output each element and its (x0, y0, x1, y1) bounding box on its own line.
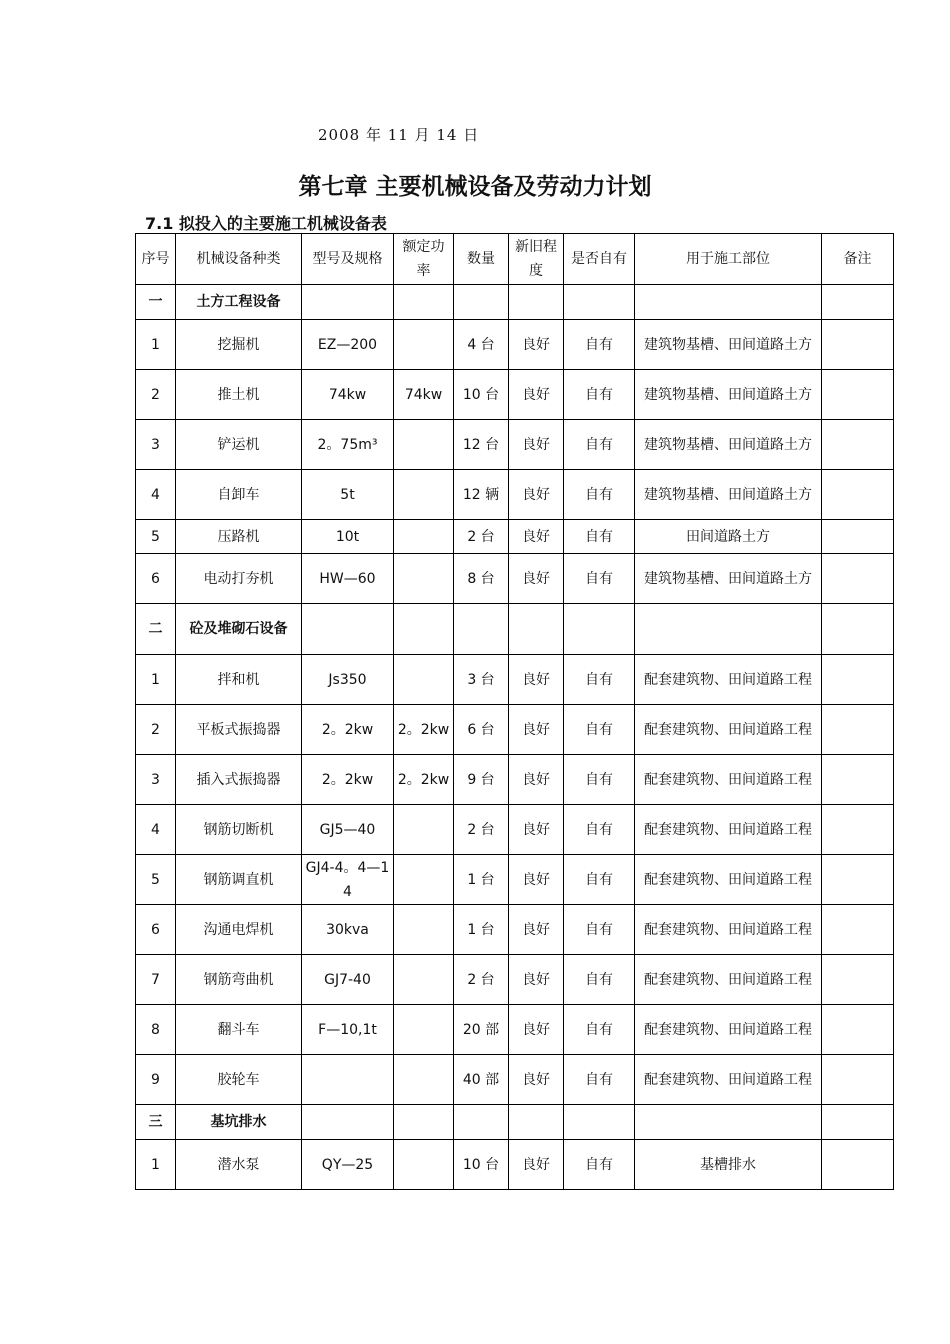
cell-power (394, 905, 454, 955)
cell-condition: 良好 (509, 955, 564, 1005)
cell-type: 铲运机 (176, 420, 302, 470)
cell-note (822, 755, 894, 805)
cell-owned: 自有 (564, 320, 635, 370)
empty-cell (509, 285, 564, 320)
empty-cell (635, 285, 822, 320)
header-usage: 用于施工部位 (635, 234, 822, 285)
empty-cell (454, 285, 509, 320)
cell-condition: 良好 (509, 755, 564, 805)
cell-type: 平板式振捣器 (176, 705, 302, 755)
cell-usage: 配套建筑物、田间道路工程 (635, 655, 822, 705)
cell-owned: 自有 (564, 905, 635, 955)
cell-power: 2。2kw (394, 705, 454, 755)
cell-usage: 建筑物基槽、田间道路土方 (635, 420, 822, 470)
category-seq: 一 (136, 285, 176, 320)
cell-power (394, 520, 454, 554)
cell-note (822, 554, 894, 604)
cell-power (394, 470, 454, 520)
cell-seq: 3 (136, 755, 176, 805)
category-seq: 三 (136, 1105, 176, 1140)
cell-model: GJ7-40 (302, 955, 394, 1005)
cell-condition: 良好 (509, 370, 564, 420)
cell-qty: 40 部 (454, 1055, 509, 1105)
cell-seq: 9 (136, 1055, 176, 1105)
table-row (136, 755, 894, 805)
cell-seq: 6 (136, 905, 176, 955)
cell-owned: 自有 (564, 554, 635, 604)
cell-usage: 建筑物基槽、田间道路土方 (635, 470, 822, 520)
cell-condition: 良好 (509, 905, 564, 955)
cell-qty: 9 台 (454, 755, 509, 805)
cell-condition: 良好 (509, 805, 564, 855)
cell-note (822, 805, 894, 855)
table-row (136, 955, 894, 1005)
cell-model: 2。2kw (302, 705, 394, 755)
header-power: 额定功率 (394, 234, 454, 285)
cell-condition: 良好 (509, 1005, 564, 1055)
table-row (136, 1005, 894, 1055)
cell-model: 2。2kw (302, 755, 394, 805)
table-row (136, 370, 894, 420)
cell-owned: 自有 (564, 705, 635, 755)
empty-cell (394, 604, 454, 655)
cell-type: 潜水泵 (176, 1140, 302, 1190)
cell-type: 压路机 (176, 520, 302, 554)
empty-cell (509, 604, 564, 655)
empty-cell (394, 285, 454, 320)
cell-note (822, 955, 894, 1005)
header-seq: 序号 (136, 234, 176, 285)
chapter-title: 第七章 主要机械设备及劳动力计划 (298, 174, 652, 200)
cell-condition: 良好 (509, 1055, 564, 1105)
cell-usage: 建筑物基槽、田间道路土方 (635, 554, 822, 604)
table-row (136, 470, 894, 520)
cell-seq: 4 (136, 805, 176, 855)
empty-cell (822, 285, 894, 320)
table-row (136, 705, 894, 755)
cell-qty: 6 台 (454, 705, 509, 755)
cell-seq: 1 (136, 655, 176, 705)
empty-cell (454, 604, 509, 655)
cell-type: 插入式振捣器 (176, 755, 302, 805)
cell-seq: 7 (136, 955, 176, 1005)
cell-seq: 1 (136, 320, 176, 370)
cell-usage: 配套建筑物、田间道路工程 (635, 955, 822, 1005)
cell-model: GJ5—40 (302, 805, 394, 855)
cell-usage: 配套建筑物、田间道路工程 (635, 805, 822, 855)
empty-cell (454, 1105, 509, 1140)
cell-note (822, 1140, 894, 1190)
cell-model: F—10,1t (302, 1005, 394, 1055)
cell-qty: 2 台 (454, 955, 509, 1005)
cell-condition: 良好 (509, 520, 564, 554)
cell-owned: 自有 (564, 955, 635, 1005)
cell-usage: 配套建筑物、田间道路工程 (635, 1055, 822, 1105)
table-row (136, 554, 894, 604)
table-row (136, 320, 894, 370)
cell-seq: 4 (136, 470, 176, 520)
document-date: 2008 年 11 月 14 日 (318, 126, 480, 144)
cell-qty: 8 台 (454, 554, 509, 604)
cell-note (822, 905, 894, 955)
cell-model: 2。75m³ (302, 420, 394, 470)
cell-note (822, 470, 894, 520)
cell-qty: 3 台 (454, 655, 509, 705)
cell-type: 钢筋弯曲机 (176, 955, 302, 1005)
table-row (136, 905, 894, 955)
category-row (136, 1105, 894, 1140)
cell-usage: 基槽排水 (635, 1140, 822, 1190)
cell-usage: 田间道路土方 (635, 520, 822, 554)
empty-cell (564, 1105, 635, 1140)
cell-seq: 3 (136, 420, 176, 470)
table-row (136, 1055, 894, 1105)
cell-model: 5t (302, 470, 394, 520)
cell-note (822, 320, 894, 370)
cell-seq: 2 (136, 705, 176, 755)
header-note: 备注 (822, 234, 894, 285)
cell-condition: 良好 (509, 470, 564, 520)
cell-qty: 1 台 (454, 855, 509, 905)
cell-qty: 20 部 (454, 1005, 509, 1055)
cell-model: QY—25 (302, 1140, 394, 1190)
empty-cell (302, 285, 394, 320)
cell-note (822, 655, 894, 705)
cell-type: 拌和机 (176, 655, 302, 705)
cell-type: 钢筋切断机 (176, 805, 302, 855)
cell-type: 胶轮车 (176, 1055, 302, 1105)
table-row (136, 855, 894, 905)
cell-model: Js350 (302, 655, 394, 705)
cell-model (302, 1055, 394, 1105)
cell-type: 自卸车 (176, 470, 302, 520)
cell-power: 2。2kw (394, 755, 454, 805)
cell-type: 沟通电焊机 (176, 905, 302, 955)
cell-seq: 8 (136, 1005, 176, 1055)
header-qty: 数量 (454, 234, 509, 285)
cell-qty: 12 辆 (454, 470, 509, 520)
cell-power (394, 1055, 454, 1105)
cell-type: 钢筋调直机 (176, 855, 302, 905)
table-row (136, 655, 894, 705)
cell-condition: 良好 (509, 855, 564, 905)
category-name: 土方工程设备 (176, 285, 302, 320)
cell-note (822, 420, 894, 470)
empty-cell (822, 1105, 894, 1140)
category-row (136, 604, 894, 655)
empty-cell (302, 604, 394, 655)
cell-owned: 自有 (564, 520, 635, 554)
cell-type: 推土机 (176, 370, 302, 420)
cell-note (822, 1005, 894, 1055)
cell-power (394, 855, 454, 905)
cell-owned: 自有 (564, 805, 635, 855)
cell-owned: 自有 (564, 1055, 635, 1105)
cell-usage: 建筑物基槽、田间道路土方 (635, 320, 822, 370)
cell-model: 30kva (302, 905, 394, 955)
cell-qty: 12 台 (454, 420, 509, 470)
cell-usage: 建筑物基槽、田间道路土方 (635, 370, 822, 420)
empty-cell (509, 1105, 564, 1140)
header-model: 型号及规格 (302, 234, 394, 285)
cell-owned: 自有 (564, 655, 635, 705)
cell-note (822, 370, 894, 420)
cell-qty: 2 台 (454, 520, 509, 554)
cell-usage: 配套建筑物、田间道路工程 (635, 705, 822, 755)
empty-cell (822, 604, 894, 655)
cell-power (394, 320, 454, 370)
cell-power (394, 420, 454, 470)
cell-condition: 良好 (509, 420, 564, 470)
cell-power (394, 805, 454, 855)
cell-seq: 6 (136, 554, 176, 604)
cell-qty: 10 台 (454, 1140, 509, 1190)
empty-cell (564, 285, 635, 320)
table-header-row (136, 234, 894, 285)
cell-qty: 2 台 (454, 805, 509, 855)
cell-condition: 良好 (509, 655, 564, 705)
cell-owned: 自有 (564, 370, 635, 420)
cell-usage: 配套建筑物、田间道路工程 (635, 855, 822, 905)
cell-owned: 自有 (564, 755, 635, 805)
empty-cell (564, 604, 635, 655)
cell-seq: 2 (136, 370, 176, 420)
header-type: 机械设备种类 (176, 234, 302, 285)
cell-type: 翻斗车 (176, 1005, 302, 1055)
cell-model: EZ—200 (302, 320, 394, 370)
cell-seq: 5 (136, 520, 176, 554)
empty-cell (302, 1105, 394, 1140)
category-name: 基坑排水 (176, 1105, 302, 1140)
cell-note (822, 520, 894, 554)
cell-usage: 配套建筑物、田间道路工程 (635, 905, 822, 955)
cell-usage: 配套建筑物、田间道路工程 (635, 755, 822, 805)
cell-power: 74kw (394, 370, 454, 420)
cell-model: 74kw (302, 370, 394, 420)
category-row (136, 285, 894, 320)
table-row (136, 1140, 894, 1190)
cell-model: 10t (302, 520, 394, 554)
cell-condition: 良好 (509, 554, 564, 604)
cell-model: GJ4-4。4—14 (302, 855, 394, 905)
cell-condition: 良好 (509, 320, 564, 370)
cell-power (394, 1005, 454, 1055)
cell-note (822, 855, 894, 905)
cell-seq: 1 (136, 1140, 176, 1190)
cell-model: HW—60 (302, 554, 394, 604)
table-row (136, 520, 894, 554)
empty-cell (635, 604, 822, 655)
cell-owned: 自有 (564, 1005, 635, 1055)
header-owned: 是否自有 (564, 234, 635, 285)
cell-owned: 自有 (564, 855, 635, 905)
cell-power (394, 1140, 454, 1190)
equipment-table (135, 233, 894, 1190)
table-row (136, 805, 894, 855)
header-condition: 新旧程度 (509, 234, 564, 285)
cell-type: 电动打夯机 (176, 554, 302, 604)
cell-owned: 自有 (564, 470, 635, 520)
cell-qty: 10 台 (454, 370, 509, 420)
cell-note (822, 1055, 894, 1105)
cell-note (822, 705, 894, 755)
section-title: 7.1 拟投入的主要施工机械设备表 (145, 214, 387, 233)
empty-cell (635, 1105, 822, 1140)
cell-condition: 良好 (509, 705, 564, 755)
table-row (136, 420, 894, 470)
cell-usage: 配套建筑物、田间道路工程 (635, 1005, 822, 1055)
empty-cell (394, 1105, 454, 1140)
cell-condition: 良好 (509, 1140, 564, 1190)
cell-seq: 5 (136, 855, 176, 905)
cell-power (394, 655, 454, 705)
cell-power (394, 955, 454, 1005)
cell-power (394, 554, 454, 604)
category-seq: 二 (136, 604, 176, 655)
cell-qty: 4 台 (454, 320, 509, 370)
cell-owned: 自有 (564, 1140, 635, 1190)
category-name: 砼及堆砌石设备 (176, 604, 302, 655)
cell-qty: 1 台 (454, 905, 509, 955)
cell-type: 挖掘机 (176, 320, 302, 370)
cell-owned: 自有 (564, 420, 635, 470)
